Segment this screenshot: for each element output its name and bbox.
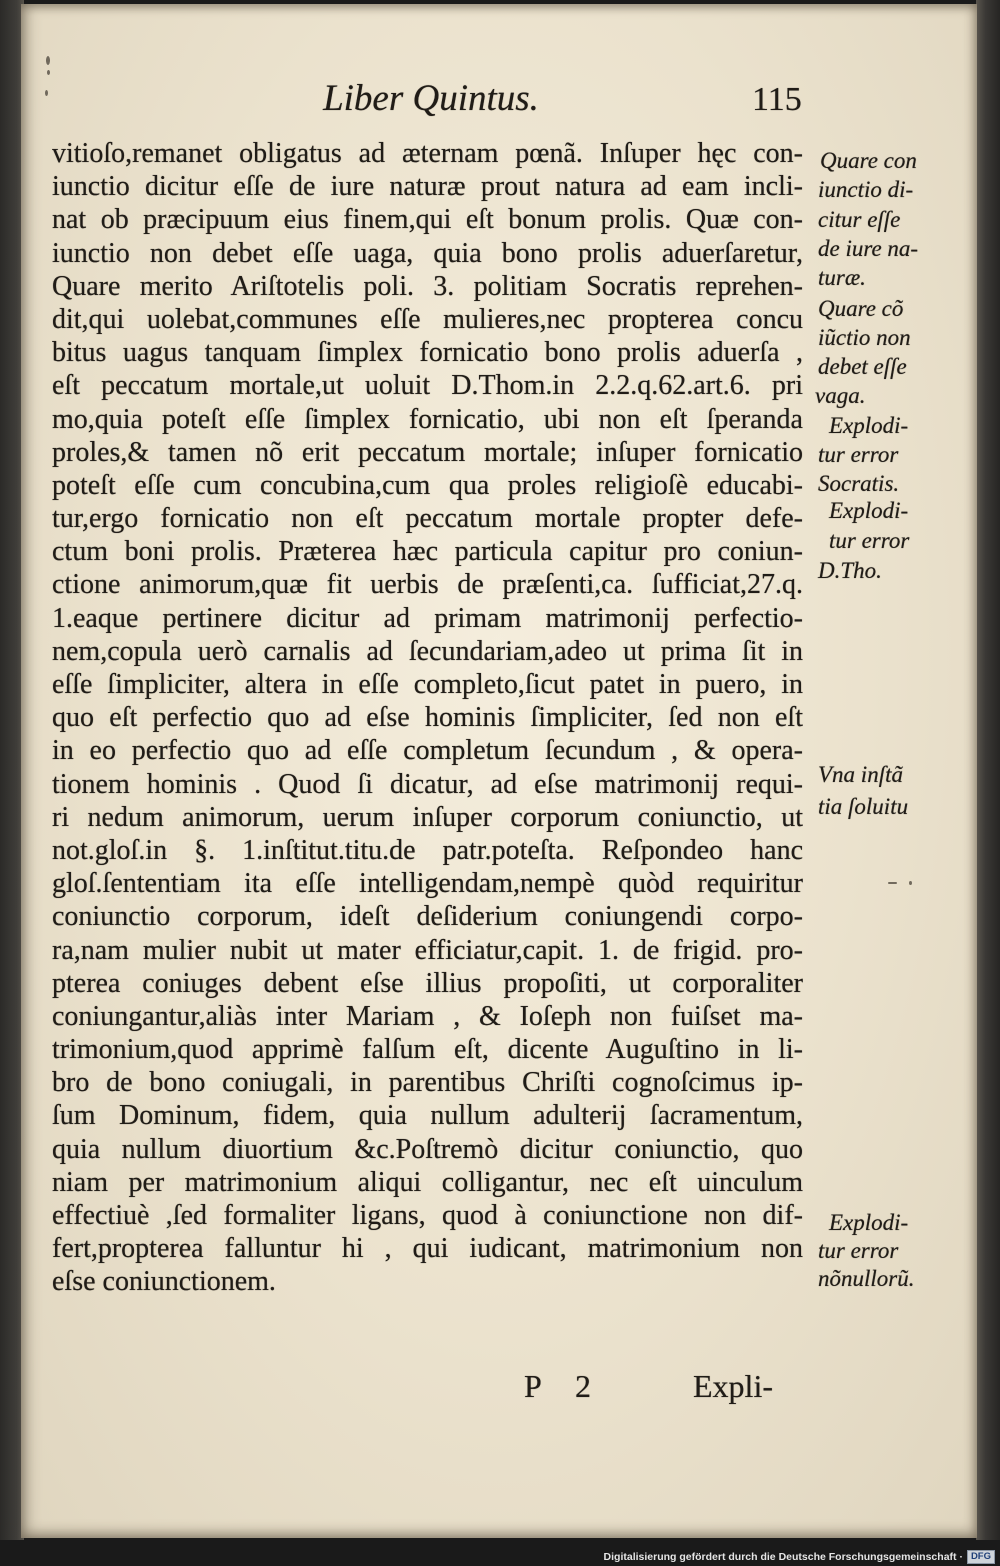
text-line: mo,quia poteſt eſſe ſimplex fornicatio, ubi non eſt ſperanda — [52, 403, 803, 435]
text-line: 1.eaque pertinere dicitur ad primam matrimonij perfectio- — [52, 602, 803, 634]
text-line: poteſt eſſe cum concubina,cum qua proles religioſè educabi- — [52, 469, 803, 501]
margin-note-line: Explodi- — [829, 1210, 909, 1235]
margin-note-line: Quare con — [820, 148, 917, 173]
text-line: tionem hominis . Quod ſi dicatur, ad eſse matrimonij requi- — [52, 768, 803, 800]
text-line: bitus uagus tanquam ſimplex fornicatio bono prolis aduerſa , — [52, 337, 803, 369]
scan-backdrop-right — [976, 0, 1000, 1540]
main-text-block — [52, 137, 803, 1299]
ink-speck — [46, 56, 50, 65]
margin-note-line: D.Tho. — [818, 558, 882, 583]
page-number: 115 — [752, 81, 802, 118]
margin-note — [818, 411, 938, 498]
margin-note-line: Quare cõ — [818, 296, 904, 321]
ink-speck — [45, 90, 48, 96]
margin-note-line: tur error — [818, 1238, 899, 1263]
text-line: not.gloſ.in §. 1.inſtitut.titu.de patr.poteſta. Reſpondeo hanc — [52, 834, 803, 866]
margin-note-line: Socratis. — [818, 471, 900, 496]
margin-note-line: de iure na- — [818, 235, 919, 261]
text-line: eſſe ſimpliciter, altera in eſſe completo,ſicut patet in puero, in — [52, 669, 803, 700]
margin-note-line: debet eſſe — [818, 354, 907, 379]
digitization-credit — [604, 1549, 995, 1565]
margin-note-line: nõnullorũ. — [818, 1266, 915, 1291]
text-line: niam per matrimonium aliqui colligantur, nec eſt uinculum — [52, 1166, 803, 1198]
catchword: Expli- — [693, 1368, 773, 1404]
text-line: in eo perfectio quo ad eſſe completum ſecundum , & opera- — [52, 735, 803, 767]
ink-speck — [47, 70, 50, 75]
text-line: quo eſt perfectio quo ad eſse hominis ſimpliciter, ſed non eſt — [52, 702, 803, 734]
dfg-logo: DFG — [967, 1550, 995, 1564]
margin-note-line: tur error — [818, 442, 899, 467]
margin-note-line: iũctio non — [818, 325, 911, 350]
text-line: nat ob præcipuum eius finem,qui eſt bonum prolis. Quæ con- — [52, 204, 803, 236]
margin-note-line: citur eſſe — [818, 206, 901, 232]
text-line: eſt peccatum mortale,ut uoluit D.Thom.in 2.2.q.62.art.6. pri — [52, 370, 803, 402]
ink-speck — [909, 881, 912, 885]
text-line-final: eſse coniunctionem. — [52, 1266, 276, 1298]
ink-speck — [888, 882, 897, 884]
text-line: gloſ.ſententiam ita eſſe intelligendam,nempè quòd requiritur — [52, 868, 803, 900]
margin-note-line: Vna inſtã — [818, 762, 903, 787]
text-line: coniungantur,aliàs inter Mariam , & Ioſeph non fuiſset ma- — [52, 1000, 803, 1032]
text-line: iunctio dicitur eſſe de iure naturæ prout natura ad eam incli- — [52, 171, 803, 203]
text-line: pterea coniuges debent eſse illius propoſiti, ut corporaliter — [52, 967, 803, 999]
text-line: ctione animorum,quæ fit uerbis de præſenti,ca. ſufficiat,27.q. — [52, 569, 803, 601]
text-line: effectiuè ,ſed formaliter ligans, quod à coniunctione non dif- — [52, 1200, 803, 1231]
text-line: fert,propterea falluntur hi , qui iudicant, matrimonium non — [52, 1233, 803, 1265]
text-line: vitioſo,remanet obligatus ad æternam pœnã. Inſuper hęc con- — [52, 138, 803, 169]
margin-note — [818, 496, 938, 586]
signature-number: 2 — [575, 1368, 591, 1404]
text-line: coniunctio corporum, ideſt deſiderium coniungendi corpo- — [52, 901, 803, 933]
text-line: ſum Dominum, fidem, quia nullum adulterij ſacramentum, — [52, 1100, 803, 1132]
signature-mark: P — [524, 1368, 542, 1404]
text-line: tur,ergo fornicatio non eſt peccatum mortale propter defe- — [52, 503, 803, 535]
margin-note-line: turæ. — [818, 265, 866, 291]
text-line: ctum boni prolis. Præterea hæc particula capitur pro coniun- — [52, 536, 803, 568]
margin-note-line: Explodi- — [829, 498, 909, 523]
margin-note-line: vaga. — [815, 383, 866, 408]
text-line: ri nedum animorum, uerum inſuper corporum coniunctio, ut — [52, 801, 803, 833]
text-line: trimonium,quod apprimè falſum eſt, dicente Auguſtino in li- — [52, 1034, 803, 1066]
digitization-credit-text: Digitalisierung gefördert durch die Deutsche Forschungsgemeinschaft · — [603, 1551, 963, 1563]
margin-note-line: iunctio di- — [818, 177, 914, 203]
margin-note — [818, 1209, 938, 1293]
running-title: Liber Quintus. — [323, 78, 539, 119]
text-line: iunctio non debet eſſe uaga, quia bono prolis aduerſaretur, — [52, 237, 803, 269]
text-line: nem,copula uerò carnalis ad ſecundariam,adeo ut prima ſit in — [52, 635, 803, 667]
margin-note-line: tia ſoluitu — [818, 794, 909, 819]
margin-note — [818, 146, 938, 292]
text-line: dit,qui uolebat,communes eſſe mulieres,nec propterea concu — [52, 303, 803, 335]
margin-note-line: Explodi- — [829, 413, 909, 438]
text-line: proles,& tamen nõ erit peccatum mortale; inſuper fornicatio — [52, 436, 803, 468]
margin-note-line: tur error — [829, 528, 910, 553]
text-line: quia nullum diuortium &c.Poſtremò dicitur coniunctio, quo — [52, 1133, 803, 1165]
text-line: bro de bono coniugali, in parentibus Chriſti cognoſcimus ip- — [52, 1067, 803, 1099]
text-line: Quare merito Ariſtotelis poli. 3. politiam Socratis reprehen- — [52, 270, 803, 302]
margin-note — [818, 759, 938, 823]
text-line: ra,nam mulier nubit ut mater efficiatur,capit. 1. de frigid. pro- — [52, 934, 803, 966]
margin-note — [815, 294, 938, 410]
